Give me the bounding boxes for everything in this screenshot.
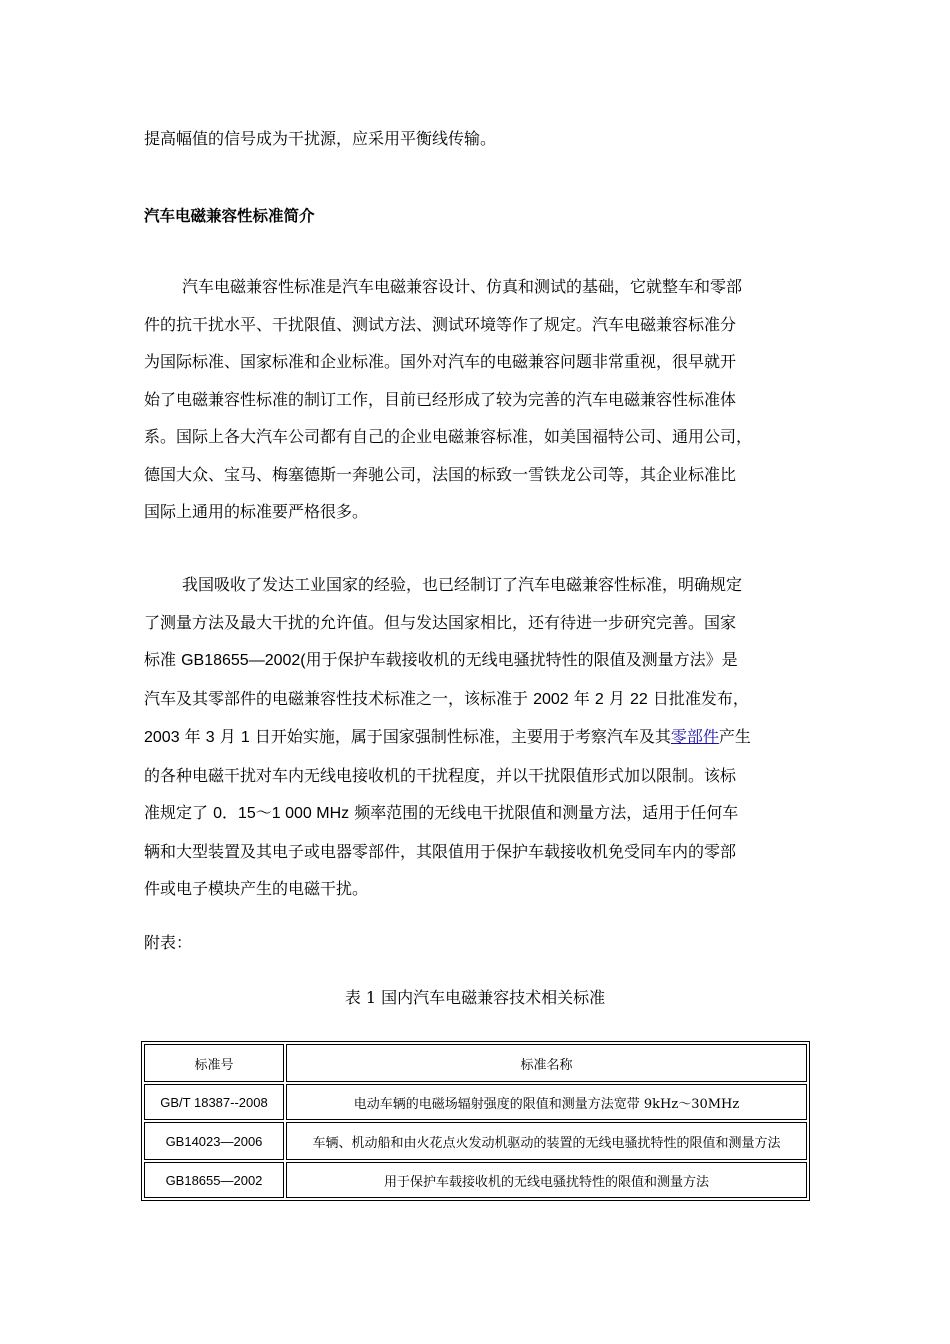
paragraph-line: 我国吸收了发达工业国家的经验，也已经制订了汽车电磁兼容性标准，明确规定 [182,575,743,594]
paragraph-line: 系。国际上各大汽车公司都有自己的企业电磁兼容标准，如美国福特公司、通用公司， [144,427,753,446]
paragraph-line: 件的抗干扰水平、干扰限值、测试方法、测试环境等作了规定。汽车电磁兼容标准分 [144,314,737,334]
paragraph-line: 国际上通用的标准要严格很多。 [144,502,369,521]
standard-code-cell: GB14023—2006 [144,1122,284,1160]
paragraph-china-standards [144,566,809,908]
paragraph-line: 始了电磁兼容性标准的制订工作，目前已经形成了较为完善的汽车电磁兼容性标准体 [144,389,737,409]
standards-table [141,1041,810,1201]
paragraph-line: 汽车及其零部件的电磁兼容性技术标准之一，该标准于 2002 年 2 月 22 日批准发布， [144,688,749,708]
standard-code: GB18655—2002( [181,652,306,669]
paragraph-standards-overview [144,268,809,531]
standard-name-cell: 用于保护车载接收机的无线电骚扰特性的限值和测量方法 [286,1162,807,1198]
paragraph-line: 标准 GB18655—2002(用于保护车载接收机的无线电骚扰特性的限值及测量方法》是 [144,650,738,669]
paragraph-line: 件或电子模块产生的电磁干扰。 [144,879,369,898]
column-header-code: 标准号 [144,1044,284,1082]
table-row [144,1122,807,1160]
frequency-range: 0．15～1 000 MHz [213,805,350,822]
column-header-name: 标准名称 [286,1044,807,1082]
appendix-label: 附表： [144,933,193,952]
table-row [144,1084,807,1120]
paragraph-line: 汽车电磁兼容性标准是汽车电磁兼容设计、仿真和测试的基础，它就整车和零部 [182,277,743,296]
table-header-row [144,1044,807,1082]
table-row [144,1162,807,1198]
paragraph-line: 准规定了 0．15～1 000 MHz 频率范围的无线电干扰限值和测量方法，适用于任何车 [144,803,739,822]
paragraph-line: 2003 年 3 月 1 日开始实施，属于国家强制性标准，主要用于考察汽车及其零部件产生 [144,727,751,746]
paragraph-line: 的各种电磁干扰对车内无线电接收机的干扰程度，并以干扰限值形式加以限制。该标 [144,765,737,785]
paragraph-line: 了测量方法及最大干扰的允许值。但与发达国家相比，还有待进一步研究完善。国家 [144,612,737,632]
paragraph-line: 德国大众、宝马、梅塞德斯一奔驰公司，法国的标致一雪铁龙公司等，其企业标准比 [144,464,737,484]
standard-name-cell: 电动车辆的电磁场辐射强度的限值和测量方法宽带 9kHz～30MHz [286,1084,807,1120]
parts-link[interactable]: 零部件 [670,727,719,746]
section-heading: 汽车电磁兼容性标准简介 [144,206,315,225]
standard-name-cell: 车辆、机动船和由火花点火发动机驱动的装置的无线电骚扰特性的限值和测量方法 [286,1122,807,1160]
paragraph-line: 辆和大型装置及其电子或电器零部件，其限值用于保护车载接收机免受同车内的零部 [144,841,737,861]
paragraph-line: 为国际标准、国家标准和企业标准。国外对汽车的电磁兼容问题非常重视，很早就开 [144,352,737,371]
standard-code-cell: GB18655—2002 [144,1162,284,1198]
intro-line: 提高幅值的信号成为干扰源，应采用平衡线传输。 [144,129,497,148]
standard-code-cell: GB/T 18387--2008 [144,1084,284,1120]
table-caption: 表 1 国内汽车电磁兼容技术相关标准 [344,988,606,1007]
